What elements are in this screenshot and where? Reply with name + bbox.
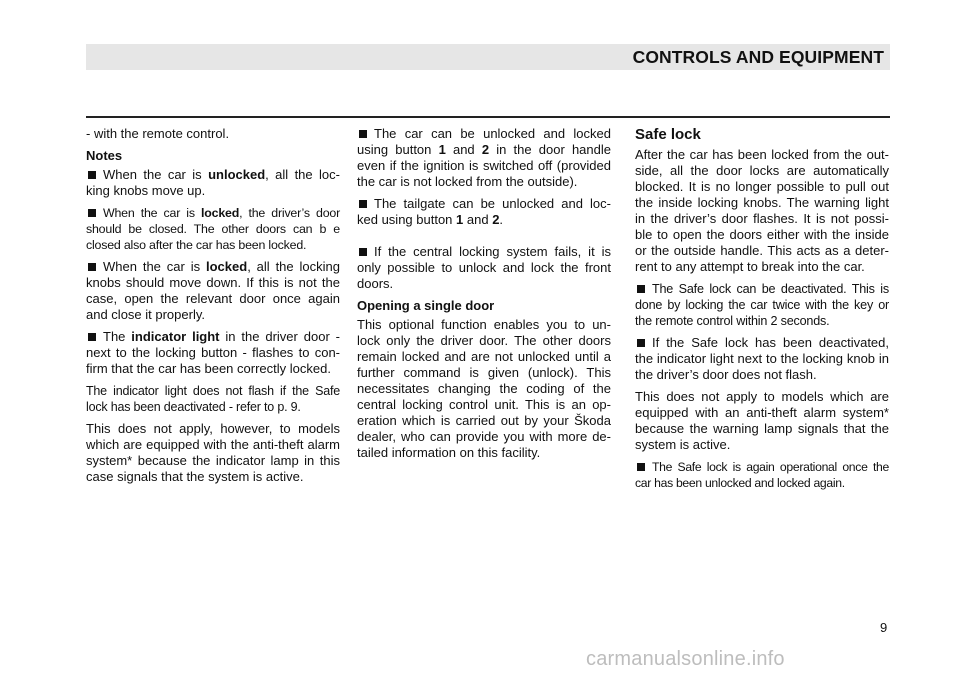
paragraph: After the car has been locked from the out-side, all the door locks are automatically blocked. It is no longer possible to pull out the inside locking knobs. The warning light in the driver’s door flashes. It is not possi-ble to open the doors either with the inside or the outside handle. This acts as a deter-rent to any attempt to break into the car. (635, 147, 889, 274)
header-rule (86, 116, 890, 118)
note-emphasis: locked (201, 206, 240, 220)
section-heading: Opening a single door (357, 298, 495, 313)
column-middle (357, 126, 611, 467)
note-text: in the driver door -next to the locking button - flashes to con-firm that the car has been correctly locked. (86, 329, 340, 376)
bullet-text: and (445, 142, 482, 157)
square-bullet-icon (359, 248, 367, 256)
column-left (86, 126, 340, 491)
intro-text: - with the remote control. (86, 126, 230, 141)
button-ref: 2 (492, 212, 500, 227)
bullet-item (357, 126, 611, 190)
bullet-item (635, 459, 889, 491)
page-number: 9 (880, 620, 888, 635)
note-text: , all the locking knobs should move down. If this is not the case, open the relevant door once again and close it properly. (86, 259, 340, 322)
note-item (86, 205, 340, 253)
bullet-text: The tailgate can be unlocked and loc-ked using button (357, 196, 611, 227)
bullet-text: The Safe lock can be deactivated. This is done by locking the car twice with the key or the remote control within 2 seconds. (635, 282, 889, 328)
square-bullet-icon (637, 463, 645, 471)
notes-heading: Notes (86, 148, 123, 163)
button-ref: 1 (456, 212, 464, 227)
bullet-item (635, 281, 889, 329)
note-text: , the driver’s door should be closed. The other doors can b e closed also after the car has been locked. (86, 206, 340, 252)
note-emphasis: unlocked (208, 167, 266, 182)
square-bullet-icon (88, 263, 96, 271)
note-text: , all the loc-king knobs move up. (86, 167, 340, 198)
bullet-item (635, 335, 889, 383)
note-item (86, 329, 340, 377)
note-emphasis: locked (206, 259, 248, 274)
bullet-text: The Safe lock is again operational once the car has been unlocked and locked again. (635, 460, 889, 490)
bullet-text: If the Safe lock has been deactivated, the indicator light next to the locking knob in the driver’s door does not flash. (635, 335, 889, 382)
note-item (86, 259, 340, 323)
square-bullet-icon (359, 130, 367, 138)
note-text: The (103, 329, 132, 344)
note-text: When the car is (103, 167, 209, 182)
bullet-text: . (499, 212, 504, 227)
paragraph: The indicator light does not flash if the Safe lock has been deactivated - refer to p. 9. (86, 384, 340, 414)
note-text: When the car is (103, 206, 202, 220)
paragraph: This does not apply to models which are equipped with an anti-theft alarm system* because the warning lamp signals that the system is active. (635, 389, 889, 452)
note-item (86, 167, 340, 199)
header-bar (86, 44, 890, 70)
square-bullet-icon (637, 285, 645, 293)
bullet-text: If the central locking system fails, it is only possible to unlock and lock the front doors. (357, 244, 611, 291)
square-bullet-icon (88, 333, 96, 341)
square-bullet-icon (88, 171, 96, 179)
bullet-item (357, 244, 611, 292)
button-ref: 1 (438, 142, 446, 157)
note-text: When the car is (103, 259, 206, 274)
bullet-text: The car can be unlocked and locked using button (357, 126, 611, 157)
square-bullet-icon (637, 339, 645, 347)
note-emphasis: indicator light (131, 329, 220, 344)
bullet-item (357, 196, 611, 228)
bullet-text: in the door handle even if the ignition is switched off (provided the car is not locked from the outside). (357, 142, 611, 189)
paragraph: This optional function enables you to un-lock only the driver door. The other doors remain locked and are not unlocked until a further command is given (unlock). This necessitates changing the coding of the central locking control unit. This is an op-eration which is carried out by your Škoda dealer, who can provide you with more de-tailed information on this facility. (357, 317, 611, 460)
section-title: Safe lock (635, 126, 701, 143)
page-header-title: CONTROLS AND EQUIPMENT (632, 47, 884, 67)
button-ref: 2 (481, 142, 490, 157)
spacer (357, 234, 611, 244)
watermark: carmanualsonline.info (586, 648, 785, 670)
bullet-text: and (463, 212, 493, 227)
square-bullet-icon (88, 209, 96, 217)
paragraph: This does not apply, however, to models which are equipped with the anti-theft alarm system* because the indicator lamp in this case signals that the system is active. (86, 421, 340, 484)
square-bullet-icon (359, 200, 367, 208)
column-right (635, 126, 889, 497)
